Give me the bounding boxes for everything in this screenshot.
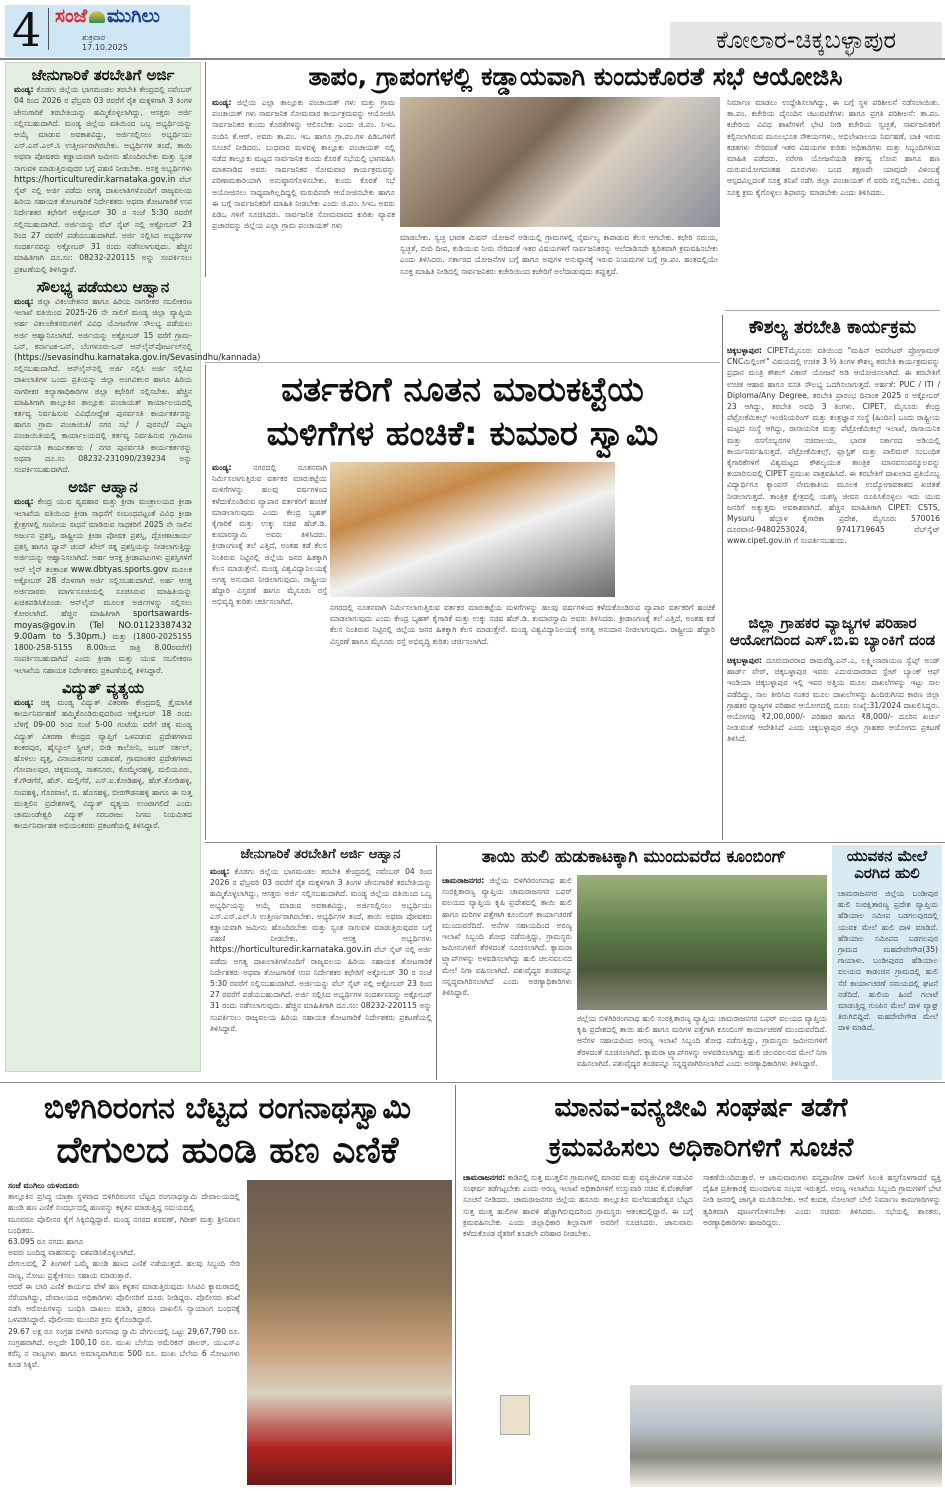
sports-email-link[interactable]: sportsawards-moyas@gov.in (Tel NO.01123387432 9.00am to 5.30pm.)	[14, 608, 192, 641]
dateline: ಮಂಡ್ಯ:	[14, 296, 34, 306]
dateline: ಮಂಡ್ಯ:	[212, 98, 232, 107]
cipet-body	[727, 345, 940, 615]
conflict-column-2	[703, 1172, 941, 1382]
consumer-headline	[725, 615, 940, 650]
section-rule	[0, 1082, 945, 1083]
beekeeping-body	[210, 866, 432, 1076]
headline-line: ಮಾನವ-ವನ್ಯಜೀವಿ ಸಂಘರ್ಷ ತಡೆಗೆ	[554, 1093, 848, 1123]
section-rule	[205, 842, 945, 843]
horticulture-link[interactable]: https://horticulturedir.karnataka.gov.in	[210, 944, 372, 955]
brief-text: ಸಲ್ಲಿಸಬಹುದಾಗಿದೆ. ಆನ್‌ಲೈನ್‌ನಲ್ಲಿ ಅರ್ಜಿ ಸಲ್ಲಿಸಿ ಅರ್ಜಿ ಸಲ್ಲಿಸಿದ ದಾಖಲಾತಿಗಳ ಒಂದು ಪ್ರತಿಯನ್ನು ಜಿಲ್ಲಾ ಅಂಗವಿಕಲರ ಹಾಗೂ ಹಿರಿಯ ನಾಗರೀಕರ ಕಲ್ಯಾಣಾಧಿಕಾರಿಗಳ ಜಿಲ್ಲಾ ಕಛೇರಿಗೆ ಸಲ್ಲಿಸಬೇಕು. ಹೆಚ್ಚಿನ ಮಾಹಿತಿಗಾಗಿ ತಾಲ್ಲೂಕಿನ ತಾಲ್ಲೂಕು ಪಂಚಾಯತ್ ಕಾರ್ಯಾಲಯದಲ್ಲಿ ಕರ್ತವ್ಯ ನಿರ್ವಹಿಸುವ ವಿವಿಧೋದ್ದೇಶ ಪುನರ್ವಸತಿ ಕಾರ್ಯಕರ್ತರನ್ನು ಹಾಗೂ ಗ್ರಾಮ ಪಂಚಾಯಿತಿ/ ನಗರ ಸಭೆ / ಪುರಸಭೆ/ ಪಟ್ಟಣ ಪಂಚಾಯಿತಿಯಲ್ಲಿ ಕಾರ್ಯಾಲಯದಲ್ಲಿ ಕರ್ತವ್ಯ ನಿರ್ವಹಿಸುವ ಗ್ರಾಮೀಣ ಪುನರ್ವಸತಿ ಕಾರ್ಯಕರ್ತರು / ನಗರ ಪುನರ್ವಸತಿ ಕಾರ್ಯಕರ್ತರನ್ನು ಅಥವಾ ದೂ.ಸಂ 08232-231090/239234 ಅನ್ನು ಸಂಪರ್ಕಿಸಬಹುದಾಗಿದೆ.	[14, 364, 192, 474]
temple-paragraph: ಆದರೆ ಈ ಬಾರಿ ಎಣಿಕೆ ಕಾರ್ಯದ ವೇಳೆ ಹಣ ಕಳ್ಳತನ ಮಾಡುತ್ತಿರುವುದು ಸಿಸಿಟಿವಿ ಕ್ಯಾಮರಾದಲ್ಲಿ ಸೆರೆಯಾಗಿದ್ದು, ದೇವಾಲಯದ ಅಧಿಕಾರಿಗಳು ಪೊಲೀಸರಿಗೆ ದೂರು ನೀಡಿದ್ದರು. ಪೊಲೀಸರು ತನಿಖೆ ನಡೆಸಿ ಆರೋಪಿಗಳನ್ನು ಬಂಧಿಸಿ ದಾಖಲು ಮಾಡಿ, ಪ್ರಕರಣ ದಾಖಲಿಸಿ ನ್ಯಾಯಾಂಗ ಬಂಧನಕ್ಕೆ ಒಳಪಡಿಸಿದ್ದಾರೆ. ಪೊಲೀಸರು ಮುಂದಿನ ಕ್ರಮ ಕೈಗೊಂಡಿದ್ದಾರೆ.	[8, 1281, 240, 1325]
newspaper-logo	[55, 5, 160, 27]
temple-headline	[5, 1088, 450, 1172]
horticulture-link[interactable]: https://horticulturedir.karnataka.gov.in	[14, 173, 176, 184]
dateline: ಚಾಮರಾಜನಗರ:	[463, 1173, 506, 1182]
brief-text: ಮೂಲಕ ಅಕ್ಟೋಬರ್ 28 ರೊಳಗಾಗಿ ಅರ್ಜಿ ಸಲ್ಲಿಸಬಹುದಾಗಿದೆ. ಅರ್ಹ ಆಸಕ್ತ ಅರ್ಜಿದಾರರು ಮಾರ್ಗಸೂಚಿಯಲ್ಲಿ ಸೂಚಿಸಿರುವ ಮಾಹಿತಿಯನ್ನು ಖಚಿತಪಡಿಸಿಕೊಂಡು ಆನ್‌ಲೈನ್ ಮೂಲಕ ಅರ್ಜಿಗಳನ್ನು ಸಲ್ಲಿಸಲು ಕೋರಲಾಗಿದೆ. ಹೆಚ್ಚಿನ ಮಾಹಿತಿಗಾಗಿ	[14, 564, 192, 619]
brief-text: ವೆಬ್ ಸೈಟ್ ನಲ್ಲಿ ಅರ್ಜಿ ಪಡೆದು ಅಗತ್ಯ ದಾಖಲಾತಿಗಳೊಂದಿಗೆ ರಾಜ್ಯವಲಯ ಹಿರಿಯ ಸಹಾಯಕ ತೋಟಗಾರಿಕೆ ನಿರ್ದೇಶಕರು ಅಥವಾ ತೋಟಗಾರಿಕೆ ಉಪ ನಿರ್ದೇಶಕರ ಕಛೇರಿಗೆ ಅಕ್ಟೋಬರ್ 30 ರ ಸಂಜೆ 5:30 ರವರೆಗೆ ಸಲ್ಲಿಸಬಹುದಾಗಿದೆ. ಅರ್ಜಿಯನ್ನು ವೆಬ್ ಸೈಟ್ ನಲ್ಲಿ ಅಕ್ಟೋಬರ್ 23 ರಿಂದ 27 ರವರೆಗೆ ಪಡೆಯಬಹುದಾಗಿದೆ. ಅರ್ಜಿ ಸಲ್ಲಿಸಿದ ಅಭ್ಯರ್ಥಿಗಳ ಸಂದರ್ಶನವನ್ನು ಅಕ್ಟೋಬರ್ 31 ರಂದು ನಡೆಸಲಾಗುವುದು. ಹೆಚ್ಚಿನ ಮಾಹಿತಿಗಾಗಿ ದೂ.ಸಂ: 08232-220115 ಅನ್ನು ಸಂಪರ್ಕಿಸಲು ಪ್ರಕಟಣೆಯಲ್ಲಿ ತಿಳಿಸಿದ್ದಾರೆ.	[14, 174, 192, 274]
conflict-text: ಸಾಕಣೆಯಿಂದಿರುತ್ತಾರೆ. ಆ ಜಾನುವಾರುಗಳು ವನ್ಯಪ್ರಾಣಿಗಳ ದಾಳಿಗೆ ಸಿಲುಕಿ ಹಸ್ತಗೊಳಗಾದರೆ ವ್ಯಕ್ತಿ ದೈಹಿಕ ಪ್ರತೀಕಾರಕ್ಕೆ ಮುಂದಾಗುವ ಸಂಭವ ಇರುತ್ತದೆ. ಅರಣ್ಯ ಇಲಾಖೆಯ ಸಿಬ್ಬಂದಿ ಗ್ರಾಮಗಳಿಗೆ ಭೇಟಿ ನೀಡಿ ಜನರಲ್ಲಿ ಜಾಗೃತಿ ಮೂಡಿಸಬೇಕು. ಆನೆ ಕಂದಕ, ಸೋಲಾರ್ ಬೇಲಿ ನಿರ್ಮಾಣ ಕಾಮಗಾರಿಗಳನ್ನು ತ್ವರಿತವಾಗಿ ಪೂರ್ಣಗೊಳಿಸಬೇಕು ಎಂದು ಸಚಿವರು ತಿಳಿಸಿದರು. ಸಭೆಯಲ್ಲಿ ಶಾಸಕರು, ಅರಣ್ಯಾಧಿಕಾರಿಗಳು ಹಾಜರಿದ್ದರು.	[703, 1173, 941, 1227]
dateline: ಚಿಕ್ಕಬಳ್ಳಾಪುರ:	[727, 656, 762, 665]
cipet-headline: ಕೌಶಲ್ಯ ತರಬೇತಿ ಕಾರ್ಯಕ್ರಮ	[748, 317, 917, 338]
tiger-text: ಜಿಲ್ಲೆಯ ಬಿಳಿಗಿರಿರಂಗನಾಥ ಹುಲಿ ಸಂರಕ್ಷಿತಾರಣ್ಯ ವ್ಯಾಪ್ತಿಯ ಚಾಮರಾಜನಗರ ಬಫರ್ ವಲಯದ ವ್ಯಾಪ್ತಿಯ ಕೃಷಿ ಪ್ರದೇಶದಲ್ಲಿ ತಾಯಿ ಹುಲಿ ಹಾಗೂ ಮರಿಗಳ ಪತ್ತೆಗಾಗಿ ಕೂಂಬಿಂಗ್ ಕಾರ್ಯಾಚರಣೆ ಮುಂದುವರೆದಿದೆ. ಆನೆಗಳ ಸಹಾಯದಿಂದ ಅರಣ್ಯ ಇಲಾಖೆ ಸಿಬ್ಬಂದಿ ಶೋಧ ನಡೆಸುತ್ತಿದ್ದು, ಗ್ರಾಮಸ್ಥರು ಜಮೀನುಗಳಿಗೆ ತೆರಳದಂತೆ ಸೂಚಿಸಲಾಗಿದೆ. ಕ್ಯಾಮರಾ ಟ್ರ್ಯಾಪ್‌ಗಳನ್ನು ಅಳವಡಿಸಲಾಗಿದ್ದು ಹುಲಿ ಚಲನವಲನದ ಮೇಲೆ ನಿಗಾ ವಹಿಸಲಾಗಿದೆ. ಪಶುವೈದ್ಯರ ತಂಡವನ್ನೂ ಸನ್ನದ್ಧವಾಗಿರಿಸಲಾಗಿದೆ ಎಂದು ಅರಣ್ಯಾಧಿಕಾರಿಗಳು ತಿಳಿಸಿದ್ದಾರೆ.	[577, 1014, 827, 1068]
issue-date: 17.10.2025	[82, 43, 128, 52]
tiger-body	[442, 875, 572, 1075]
conflict-text: ಕಾಡಿನಲ್ಲಿ ಸುತ್ತ ಮುತ್ತಲಿನ ಗ್ರಾಮಗಳಲ್ಲಿ ಮಾನವ ಮತ್ತು ವನ್ಯಜೀವಿಗಳ ನಡುವಿನ ಸಂಘರ್ಷ ತಡೆಗಟ್ಟಬೇಕು ಎಂದು ಅರಣ್ಯ ಇಲಾಖೆ ಅಧಿಕಾರಿಗಳಿಗೆ ಉಸ್ತುವಾರಿ ಸಚಿವ ಕೆ.ವೆಂಕಟೇಶ್ ಸೂಚನೆ ನೀಡಿದರು. ಚಾಮರಾಜನಗರ ಜಿಲ್ಲೆಯ ಹನೂರು ತಾಲ್ಲೂಕಿನ ಮಲೆಮಹದೇಶ್ವರ ಬೆಟ್ಟದ ಸುತ್ತ ಮುತ್ತ ಹುಲಿಗಳ ಹಾವಳಿ ಹೆಚ್ಚಾಗಿರುವುದರಿಂದ ಗ್ರಾಮಸ್ಥರು ಆತಂಕದಲ್ಲಿದ್ದಾರೆ. ಈ ಬಗ್ಗೆ ಕ್ರಮವಹಿಸಬೇಕು ಎಂದು ಜಿಲ್ಲಾಧಿಕಾರಿ ಶಿಲ್ಪಾನಾಗ್ ಅವರಿಗೆ ಸೂಚಿಸಿದರು. ಜಾನುವಾರು ಕಳೆದುಕೊಂಡ ರೈತರಿಗೆ ಕೂಡಲೇ ಪರಿಹಾರ ನೀಡಬೇಕು.	[463, 1173, 693, 1239]
dateline: ಮಂಡ್ಯ:	[14, 497, 34, 507]
masthead-divider	[48, 8, 49, 50]
hundi-counting-photo	[247, 1180, 452, 1485]
column-rule	[455, 1085, 456, 1485]
lead-text: ಮಾಡಬೇಕು. ಸ್ವಚ್ಛ ಭಾರತ ಮಿಷನ್ ಯೋಜನೆ ಅಡಿಯಲ್ಲಿ ಗ್ರಾಮಗಳಲ್ಲಿ ನೈರ್ಮಲ್ಯ ಕಾಪಾಡುವ ಕೆಲಸ ಆಗಬೇಕು. ಕಛೇರಿ ಸಮಯ, ಸ್ವಚ್ಛತೆ, ಬೀದಿ ದೀಪ, ಕುಡಿಯುವ ನೀರು ಸೇರಿದಂತೆ ಇತರ ವಿಷಯಗಳಿಗೆ ಸಾರ್ವಜನಿಕರನ್ನು ಅಲೆದಾಡಿಸದೇ ತ್ವರಿತವಾಗಿ ಕ್ರಮವಹಿಸಬೇಕು ಎಂದು ತಿಳಿಸಿದರು. ಸರ್ಕಾರದ ಯೋಜನೆಗಳ ಬಗ್ಗೆ ಹಾಗೂ ಅವುಗಳ ಅನುಷ್ಠಾನಕ್ಕೆ ಇರುವ ನಿಯಮಗಳ ಬಗ್ಗೆ ಗ್ರಾ.ಪಂ. ಹಂತದಲ್ಲಿಯೇ ಸೂಕ್ತ ಮಾಹಿತಿ ನೀಡಿದಲ್ಲಿ ಸಾರ್ವಜನಿಕರು ಕಚೇರಿಯಿಂದ ಕಚೇರಿಗೆ ಅಲೆದಾಡುವುದು ತಪ್ಪುತ್ತದೆ.	[400, 233, 718, 276]
tiger-body-cont	[577, 1013, 827, 1078]
brief-text: ಕೇಂದ್ರ ಯುವ ವ್ಯವಹಾರ ಮತ್ತು ಕ್ರೀಡಾ ಮಂತ್ರಾಲಯದ ಕ್ರೀಡಾ ಇಲಾಖೆಯ ವತಿಯಿಂದ ಕ್ರೀಡಾ ಸಾಧನೆಗೆ ಸಂಬಂಧಪಟ್ಟಂತೆ ವಿವಿಧ ಕ್ರೀಡಾ ಕ್ಷೇತ್ರಗಳಲ್ಲಿ ಗಣನೀಯ ಸಾಧನೆ ಮಾಡಿರುವ ಸಾಧಕರಿಗೆ 2025 ನೇ ಸಾಲಿನ ಅರ್ಜುನ ಪ್ರಶಸ್ತಿ, ರಾಷ್ಟ್ರೀಯ ಕ್ರೀಡಾ ಪೋಷಕ ಪ್ರಶಸ್ತಿ, ದ್ರೋಣಾಚಾರ್ಯ ಪ್ರಶಸ್ತಿ ಹಾಗೂ ಧ್ಯಾನ್ ಚಂದ್ ಖೇಲ್ ರತ್ನ ಪ್ರಶಸ್ತಿಯನ್ನು ನೀಡಲಾಗುತ್ತಿದ್ದು ಅರ್ಜಿಯನ್ನು ಆಹ್ವಾನಿಸಲಾಗಿದೆ. ಅರ್ಹ ಆಸಕ್ತ ಕ್ರೀಡಾಪಟುಗಳು ಪ್ರಶಸ್ತಿಗಳಿಗೆ ಆನ್ ಲೈನ್ ತಂತ್ರಾಂಶ	[14, 497, 192, 574]
temple-paragraph: ಅವರು ಬಂದಿದ್ದ ವಾಹನವನ್ನು ವಶಪಡಿಸಿಕೊಳ್ಳಲಾಗಿದೆ.	[8, 1248, 136, 1258]
column-rule	[205, 365, 206, 840]
review-meeting-photo	[630, 1385, 942, 1487]
market-column-2	[330, 602, 715, 832]
sevasindhu-link[interactable]: (https://sevasindhu.karnataka.gov.in/Sevasindhu/kannada)	[14, 351, 261, 362]
brief-headline: ಸೌಲಭ್ಯ ಪಡೆಯಲು ಆಹ್ವಾನ	[36, 277, 170, 296]
byline: ಸಂಜೆ ಮುಗಿಲು ಯಳಂದೂರು	[8, 1181, 80, 1190]
conflict-headline	[460, 1088, 942, 1168]
brief-text: ಚಿಕ್ಕ ಮಂಡ್ಯ ವಿದ್ಯುತ್ ವಿತರಣಾ ಕೇಂದ್ರದಲ್ಲಿ ತ್ರೈಮಾಸಿಕ ಕಾರ್ಯನಿರ್ವಹಣೆ ಹಮ್ಮಿಕೊಂಡಿರುವುದರಿಂದ ಅಕ್ಟೋಬರ್ 18 ರಂದು ಬೆಳಿಗ್ಗೆ 09-00 ರಿಂದ ಸಂಜೆ 5-00 ಗಂಟೆಯ ವರೆಗೆ ಚಿಕ್ಕ ಮಂಡ್ಯ ವಿದ್ಯುತ್ ವಿತರಣಾ ಕೇಂದ್ರದ ವ್ಯಾಪ್ತಿಗೆ ಒಳಪಡುವ ಪ್ರದೇಶಗಳಾದ ಶಂಕರಪುರ, ಹೈಸ್ಕೂಲ್ ಸ್ಟ್ರೀಟ್, ಬೀಡಿ ಕಾಲೋನಿ, ಜಬರ್ ಸರ್ಕಲ್, ಹೊಳಲು ವೃತ್ತ, ವಿನಾಯಕನಗರ ಬಡಾವಣೆ, ಗ್ರಾಮಾಂತರ ಪ್ರದೇಶಗಳಾದ ಗೋಪಾಲಪುರ, ಚಿಕ್ಕಮಂಡ್ಯ, ಸಾತನೂರು, ಕೊಮ್ಮೇರಹಳ್ಳಿ, ಮಲಿಯೂರು, ಕೆ.ಗೌಡಗೆರೆ, ಹೆಚ್. ಮಲ್ಲಿಗೆರೆ, ಎಸ್.ಐ.ಕೋಡಿಹಳ್ಳಿ, ಹೆಚ್.ಕೋಡಿಹಳ್ಳಿ, ಸಂಪಹಳ್ಳಿ, ಗೊರವಾಲೆ, ಬಿ. ಹೊಸಹಳ್ಳಿ, ಬೀರಗೌಡನಹಳ್ಳಿ ಹಾಗೂ ಈ ಸುತ್ತ ಮುತ್ತಲಿನ ಪ್ರದೇಶಗಳಲ್ಲಿ ವಿದ್ಯುತ್ ವ್ಯತ್ಯಯ ಉಂಟಾಗಲಿದೆ ಎಂದು ಚಾಮುಂಡೇಶ್ವರಿ ವಿದ್ಯುತ್ ಸರಬರಾಜು ನಿಗಮ ನಿಯಮಿತದ ಕಾರ್ಯನಿರ್ವಾಹಕ ಅಭಿಯಂತರರು ಪ್ರಕಟಣೆಯಲ್ಲಿ ತಿಳಿಸಿದ್ದಾರೆ.	[14, 697, 192, 831]
header-rule	[0, 58, 945, 60]
headline-line: ದೇಗುಲದ ಹುಂಡಿ ಹಣ ಎಣಿಕೆ	[56, 1130, 399, 1171]
market-inauguration-photo	[330, 462, 615, 597]
brief-disability-scheme	[6, 275, 261, 476]
beekeeping-text: ಕೊಡಗು ಜಿಲ್ಲೆಯ ಭಾಗಮಂಡಲ ತರಬೇತಿ ಕೇಂದ್ರದಲ್ಲಿ ನವೆಂಬರ್ 04 ರಿಂದ 2026 ರ ಫೆಬ್ರವರಿ 03 ರವರೆಗೆ ರೈತ ಮಕ್ಕಳಿಗಾಗಿ 3 ತಿಂಗಳ ಜೇನುಗಾರಿಕೆ ತರಬೇತಿಯನ್ನು ಹಮ್ಮಿಕೊಳ್ಳಲಾಗಿದ್ದು, ಆಸಕ್ತರು ಅರ್ಜಿ ಸಲ್ಲಿಸಬಹುದಾಗಿದೆ. ಮಂಡ್ಯ ಜಿಲ್ಲೆಯ ವತಿಯಿಂದ ಒಬ್ಬ ಅಭ್ಯರ್ಥಿಯನ್ನು ಆಯ್ಕೆ ಮಾಡುವ ಅವಕಾಶವಿದ್ದು, ಅರ್ಜಿಸಲ್ಲಿಸಲು ಅಭ್ಯರ್ಥಿಯು ಎಸ್.ಎಸ್.ಎಲ್.ಸಿ ಉತ್ತೀರ್ಣರಾಗಿರಬೇಕು. ಅಭ್ಯರ್ಥಿಗಳ ತಂದೆ, ತಾಯಿ ಅಥವಾ ಪೋಷಕರು ಕಡ್ಡಾಯವಾಗಿ ಜಮೀನು ಹೊಂದಿರಬೇಕು ಮತ್ತು ಸ್ವಂತ ಸಾಗುವಳಿ ಮಾಡುತ್ತಿರುವುದರ ಬಗ್ಗೆ ಪಹಣಿ ನೀಡಬೇಕು. ಆಸಕ್ತ ಅಭ್ಯರ್ಥಿಗಳು	[210, 867, 432, 944]
consumer-text: ದೂರುದಾರರಾದ ರಾಮರೆಡ್ಡಿ.ಎನ್.ಎ, ಲಕ್ಷ್ಮೀನಾರಾಯಣ ಸ್ವೆಟ್ಸ್ ಅಂಡ್ ಹಾರ್ಡ್ ವೇರ್, ಚಿಕ್ಕಬಳ್ಳಾಪುರ ಇವರು ಎದುರುದಾರರಾದ ಸ್ಟೇಟ್ ಬ್ಯಾಂಕ್ ಆಫ್ ಇಂಡಿಯಾ ಚಿಕ್ಕಬಳ್ಳಾಪುರ ಇಲ್ಲಿ ಇವರ ಅತ್ತಿಯ ಮೂಲ ದಾಖಲೆಗಳನ್ನು ಇಟ್ಟು ಸಾಲ ಪಡೆದಿದ್ದು, ಸಾಲ ತೀರಿಸಿದ ನಂತರ ಮೂಲ ದಾಖಲೆಗಳನ್ನು ಹಿಂದಿರುಗಿಸದ ಕಾರಣ ಜಿಲ್ಲಾ ಗ್ರಾಹಕರ ವ್ಯಾಜ್ಯಗಳ ಪರಿಹಾರ ಆಯೋಗದಲ್ಲಿ ದೂರು ಸಂಖ್ಯೆ:31/2024 ದಾಖಲಿಸಿದ್ದರು. ಆಯೋಗವು ₹2,00,000/- ಪರಿಹಾರ ಹಾಗೂ ₹8,000/- ದೂರಿನ ಖರ್ಚು ನೀಡುವಂತೆ ಆದೇಶಿಸಿದೆ ಎಂದು ಚಿಕ್ಕಬಳ್ಳಾಪುರ ಜಿಲ್ಲಾ ಗ್ರಾಹಕರ ಆಯೋಗದ ಪ್ರಕಟಣೆ ತಿಳಿಸಿದೆ.	[727, 656, 940, 744]
market-text: ನಗರದಲ್ಲಿ ನೂತನವಾಗಿ ನಿರ್ಮಿಸಲಾಗುತ್ತಿರುವ ವರ್ತಕರ ಮಾರುಕಟ್ಟೆಯ ಮಳಿಗೆಗಳನ್ನು ಹಲವು ವರ್ಷಗಳಿಂದ ಕಳೆದುಕೊಂಡಿರುವ ವ್ಯಾಪಾರ ವರ್ತಕರಿಗೆ ಹಂಚಿಕೆ ಮಾಡಲಾಗುವುದು ಎಂದು ಕೇಂದ್ರ ಬೃಹತ್ ಕೈಗಾರಿಕೆ ಮತ್ತು ಉಕ್ಕು ಸಚಿವ ಹೆಚ್.ಡಿ. ಕುಮಾರಸ್ವಾಮಿ ಅವರು ತಿಳಿಸಿದರು. ಕ್ರೀಡಾಂಗಣಕ್ಕೆ ತಲೆ ಎತ್ತಿದೆ, ಅಂತಹ ಕಡೆ ಕೆಲಸ ನಿಂತಿರುವ ನಿಟ್ಟಿನಲ್ಲಿ ಜಿಲ್ಲೆಯ ಜನರ ಹಿತಕ್ಕಾಗಿ ಕೆಲಸ ಮಾಡುತ್ತೇನೆ. ಮಂಡ್ಯ ವಿಶ್ವವಿದ್ಯಾನಿಲಯಕ್ಕೆ ಅಗತ್ಯ ಅನುದಾನ ನೀಡಲಾಗುವುದು. ರಾಷ್ಟ್ರೀಯ ಹೆದ್ದಾರಿ ವಿಸ್ತರಣೆ ಹಾಗೂ ಮೈಸೂರು ರಸ್ತೆ ಅಭಿವೃದ್ಧಿ ಕುರಿತು ಚರ್ಚಿಸಲಾಗಿದೆ.	[212, 463, 327, 607]
column-rule	[722, 315, 723, 840]
lead-column-2	[400, 232, 718, 357]
market-headline	[210, 368, 715, 456]
lead-text: ನಿರ್ಮಾಣ ಮಾಡಲು ಉದ್ದೇಶಿಸಲಾಗಿದ್ದು, ಈ ಬಗ್ಗೆ ಸ್ಥಳ ಪರಿಶೀಲನೆ ನಡೆಸಲಾಯಿತು. ತಾ.ಪಂ. ಕಚೇರಿಯ ದೈನಂದಿನ ಚಟುವಟಿಕೆಗಳು ಹಾಗೂ ಪ್ರಗತಿ ಪರಿಶೀಲನೆ: ತಾ.ಪಂ. ಕಚೇರಿಯ ವಿವಿಧ ಶಾಖೆಗಳಿಗೆ ಭೇಟಿ ನೀಡಿ ಕಚೇರಿಯ ಸ್ವಚ್ಛತೆ, ಸಾರ್ವಜನಿಕರಿಗೆ ಕಲ್ಪಿಸಲಾಗಿರುವ ಮೂಲಭೂತ ಸೌಕರ್ಯಗಳು, ಅಭಿಲೇಖಾಲಯ ನಿರ್ವಹಣೆ, ಬಾಕಿ ಇರುವ ಕಡತಗಳು ಸೇರಿದಂತೆ ಇತರ ವಿಷಯಗಳ ಕುರಿತು ಅಧಿಕಾರಿಗಳು ಮತ್ತು ಸಿಬ್ಬಂದಿಗಳಿಂದ ಮಾಹಿತಿ ಪಡೆದರು. ನರೇಗಾ ಯೋಜನೆಯಡಿ ಕರ್ತವ್ಯ ಲೋಪ ಹಾಗೂ ಹಣ ದುರುಪಯೋಗದಂತಹ ದೂರುಗಳು ಬಂದ ತಕ್ಷಣವೇ ಯಾವುದೇ ವಿಳಂಬಕ್ಕೆ ಆಸ್ಪದವಿಲ್ಲದಂತೆ ಸೂಕ್ತ ತನಿಖೆ ನಡೆಸಿ ಜಿಲ್ಲಾ ಪಂಚಾಯತ್ ಗೆ ವರದಿ ಸಲ್ಲಿಸಬೇಕು. ವಿರುದ್ಧ ಸೂಕ್ತ ಕ್ರಮ ಕೈಗೊಳ್ಳಲು ಶಿಫಾರಸ್ಸು ಮಾಡಬೇಕು ಎಂದು ತಿಳಿಸಿದರು.	[727, 98, 940, 197]
sports-portal-link[interactable]: www.dbtyas.sports.gov	[70, 563, 169, 574]
dateline: ಮಂಡ್ಯ:	[14, 697, 34, 707]
tiger-attack-text: ಚಾಮರಾಜನಗರ ಜಿಲ್ಲೆಯ ಬಂಡೀಪುರ ಹುಲಿ ಸಂರಕ್ಷಿತಾರಣ್ಯ ಪ್ರದೇಶ ವ್ಯಾಪ್ತಿಯ ಹೆಡಿಯಾಲ ಸಮೀಪ ಬಡಗಲಪುರದಲ್ಲಿ ಯುವಕ ಮೇಲೆ ಹುಲಿ ದಾಳಿ ಮಾಡಿದೆ. ಹೆಡಿಯಾಲ ಸಮೀಪದ ಬಡಗಲಪುರ ಗ್ರಾಮದ ಮಹದೇವೇಗೌಡ(35) ಗಾಯಾಳು. ಬಂಡೀಪುರದ ಹೆಡಿಯಾಲ ವಲಯದ ಕಾಡಂಚಿನ ಗ್ರಾಮದಲ್ಲಿ ಹುಲಿ ಸೆರೆ ಕಾರ್ಯಾಚರಣೆ ಸಮಯದಲ್ಲಿ ಘಟನೆ ನಡೆದಿದೆ. ಹುಲಿಯ ಹಿಂದೆ ಗಲಾಟೆ ಮಾಡುತ್ತಿದ್ದ ಗುಂಪಿನ ಮೇಲೆ ದಾಳಿ ವ್ಯಾಘ್ರ ತಿರುಗಿಬಿದ್ದಿದೆ. ಮಹದೇವೇಗೌಡ ಮೇಲೆ ದಾಳಿ ಮಾಡಿದೆ.	[838, 889, 938, 1033]
tiger-headline: ತಾಯಿ ಹುಲಿ ಹುಡುಕಾಟಕ್ಕಾಗಿ ಮುಂದುವರೆದ ಕೂಂಬಿಂಗ್	[481, 847, 787, 867]
lead-column-3	[727, 97, 940, 307]
headline-line: ಕ್ರಮವಹಿಸಲು ಅಧಿಕಾರಿಗಳಿಗೆ ಸೂಚನೆ	[548, 1133, 854, 1163]
meeting-photo	[400, 97, 720, 227]
tiger-attack-headline: ಯುವಕನ ಮೇಲೆ ಎರಗಿದ ಹುಲಿ	[846, 847, 928, 883]
logo-text-sanje: ಸಂಜೆ	[55, 5, 88, 27]
beekeeping-text: ವೆಬ್ ಸೈಟ್ ನಲ್ಲಿ ಅರ್ಜಿ ಪಡೆದು ಅಗತ್ಯ ದಾಖಲಾತಿಗಳೊಂದಿಗೆ ರಾಜ್ಯವಲಯ ಹಿರಿಯ ಸಹಾಯಕ ತೋಟಗಾರಿಕೆ ನಿರ್ದೇಶಕರು ಅಥವಾ ತೋಟಗಾರಿಕೆ ಉಪ ನಿರ್ದೇಶಕರ ಕಛೇರಿಗೆ ಅಕ್ಟೋಬರ್ 30 ರ ಸಂಜೆ 5:30 ರವರೆಗೆ ಸಲ್ಲಿಸಬಹುದಾಗಿದೆ. ಅರ್ಜಿಯನ್ನು ವೆಬ್ ಸೈಟ್ ನಲ್ಲಿ ಅಕ್ಟೋಬರ್ 23 ರಿಂದ 27 ರವರೆಗೆ ಪಡೆಯಬಹುದಾಗಿದೆ. ಅರ್ಜಿ ಸಲ್ಲಿಸಿದ ಅಭ್ಯರ್ಥಿಗಳ ಸಂದರ್ಶನವನ್ನು ಅಕ್ಟೋಬರ್ 31 ರಂದು ನಡೆಸಲಾಗುವುದು. ಹೆಚ್ಚಿನ ಮಾಹಿತಿಗಾಗಿ ದೂ.ಸಂ: 08232-220115 ಅನ್ನು ಸಂಪರ್ಕಿಸಲು ರಾಜ್ಯವಲಯ ಹಿರಿಯ ಸಹಾಯಕ ತೋಟಗಾರಿಕೆ ನಿರ್ದೇಶಕರು ಪ್ರಕಟಣೆಯಲ್ಲಿ ತಿಳಿಸಿದ್ದಾರೆ.	[210, 945, 432, 1033]
briefs-sidebar	[5, 62, 261, 1072]
section-rule	[725, 310, 940, 311]
market-text: ನಗರದಲ್ಲಿ ನೂತನವಾಗಿ ನಿರ್ಮಿಸಲಾಗುತ್ತಿರುವ ವರ್ತಕರ ಮಾರುಕಟ್ಟೆಯ ಮಳಿಗೆಗಳನ್ನು ಹಲವು ವರ್ಷಗಳಿಂದ ಕಳೆದುಕೊಂಡಿರುವ ವ್ಯಾಪಾರ ವರ್ತಕರಿಗೆ ಹಂಚಿಕೆ ಮಾಡಲಾಗುವುದು ಎಂದು ಕೇಂದ್ರ ಬೃಹತ್ ಕೈಗಾರಿಕೆ ಮತ್ತು ಉಕ್ಕು ಸಚಿವ ಹೆಚ್.ಡಿ. ಕುಮಾರಸ್ವಾಮಿ ಅವರು ತಿಳಿಸಿದರು. ಕ್ರೀಡಾಂಗಣಕ್ಕೆ ತಲೆ ಎತ್ತಿದೆ, ಅಂತಹ ಕಡೆ ಕೆಲಸ ನಿಂತಿರುವ ನಿಟ್ಟಿನಲ್ಲಿ ಜಿಲ್ಲೆಯ ಜನರ ಹಿತಕ್ಕಾಗಿ ಕೆಲಸ ಮಾಡುತ್ತೇನೆ. ಮಂಡ್ಯ ವಿಶ್ವವಿದ್ಯಾನಿಲಯಕ್ಕೆ ಅಗತ್ಯ ಅನುದಾನ ನೀಡಲಾಗುವುದು. ರಾಷ್ಟ್ರೀಯ ಹೆದ್ದಾರಿ ವಿಸ್ತರಣೆ ಹಾಗೂ ಮೈಸೂರು ರಸ್ತೆ ಅಭಿವೃದ್ಧಿ ಕುರಿತು ಚರ್ಚಿಸಲಾಗಿದೆ.	[330, 603, 715, 646]
headline-line: ಬಿಳಿಗಿರಿರಂಗನ ಬೆಟ್ಟದ ರಂಗನಾಥಸ್ವಾಮಿ	[43, 1091, 412, 1126]
brief-headline: ಅರ್ಜಿ ಆಹ್ವಾನ	[68, 478, 138, 497]
karnataka-emblem-icon	[500, 1395, 530, 1435]
section-rule	[205, 362, 720, 363]
brief-power-outage	[6, 676, 200, 832]
tiger-attack-body	[838, 888, 938, 1078]
headline-line: ಆಯೋಗದಿಂದ ಎಸ್.ಬಿ.ಐ ಬ್ಯಾಂಕಿಗೆ ದಂಡ	[729, 631, 936, 650]
cipet-text: CIPETಮೈಸೂರು ವತಿಯಿಂದ "ಮಷಿನ್ ಆಪರೇಟರ್ ಪ್ರೋಗ್ರಾಮರ್ CNCಮಿಲ್ಲಿಂಗ್" ವಿಷಯದಲ್ಲಿ ಉಚಿತ 3 ½ ತಿಂಗಳ ಕೌಶಲ್ಯ ತರಬೇತಿ ಕಾರ್ಯಕ್ರಮವನ್ನು ಪ್ರಧಾನ ಮಂತ್ರಿ ಕೌಶಲ್ ವಿಕಾಸ್ ಯೋಜನೆ ಅಡಿ ಆಯೋಜಿಸಲಾಗಿದೆ. ಈ ತರಬೇತಿಗೆ ಉಚಿತ ಆಹಾರ ಹಾಗೂ ವಸತಿ ಸೌಲಭ್ಯ ಒದಗಿಸಲಾಗುತ್ತದೆ. ಅರ್ಹತೆ: PUC / ITI / Diploma/Any Degree, ತರಬೇತಿ ಪ್ರಾರಂಭ ದಿನಾಂಕ 2025 ರ ಅಕ್ಟೋಬರ್ 23 ಆಗಿದ್ದು, ತರಬೇತಿ ಅವಧಿ 3 ತಿಂಗಳು. CIPET, ಮೈಸೂರು ಕೇಂದ್ರ ಪೆಟ್ರೋಕೆಮಿಕಲ್ಸ್ ಇಂಜಿನಿಯರಿಂಗ್ ಮತ್ತು ತಂತ್ರಜ್ಞಾನ ಸಂಸ್ಥೆ (ಹಿಂದಿನ) ಒಂದು ರಾಷ್ಟ್ರೀಯ ಮಟ್ಟದ ಸಂಸ್ಥೆ ಆಗಿದ್ದು, ರಾಸಾಯನಿಕ ಮತ್ತು ಪೆಟ್ರೋಕೆಮಿಕಲ್ಸ್ ಇಲಾಖೆ, ರಾಸಾಯನಿಕ ಮತ್ತು ರಸಗೊಬ್ಬರಗಳ ಸಚಿವಾಲಯ, ಭಾರತ ಸರ್ಕಾರದ ಅಡಿಯಲ್ಲಿ ಕಾರ್ಯನಿರ್ವಹಿಸುತ್ತದೆ. ಪೆಟ್ರೋಕೆಮಿಕಲ್ಸ್, ಪ್ಲಾಸ್ಟಿಕ್ ಮತ್ತು ಪಾಲಿಮರ್ ಸಂಬಂಧಿತ ಕೈಗಾರಿಕೆಗಳಿಗೆ ವಿಶ್ವಮಟ್ಟದ ಕೌಶಲ್ಯಯುತ ತಾಂತ್ರಿಕ ಮಾನವಸಂಪನ್ಮೂಲವನ್ನು ತಯಾರಿಸುವಲ್ಲಿ CIPET ಪ್ರಮುಖ ಪಾತ್ರವಹಿಸಿದೆ. ಈ ತರಬೇತಿಗೆ ದಾಖಲಾದ ಪ್ರತಿಯೊಬ್ಬ ವಿದ್ಯಾರ್ಥಿಗೂ ಕ್ಯಾಂಪಸ್ ನೇಮಕಾತಿಯ ಮೂಲಕ ಉದ್ಯೋಗಾವಕಾಶದ ಖಚಿತತೆ ನೀಡಲಾಗುತ್ತದೆ. ತಾಂತ್ರಿಕ ಕ್ಷೇತ್ರದಲ್ಲಿ ಯಶಸ್ವಿ ಜೀವನ ರೂಪಿಸಿಕೊಳ್ಳಲು ಇದು ಯುವ ಜನರಿಗೆ ಅತ್ಯುತ್ತಮ ಅವಕಾಶವಾಗಿದೆ. ಹೆಚ್ಚಿನ ಮಾಹಿತಿಗಾಗಿ CIPET: CSTS, Mysuru ಹೆಬ್ಬಾಳ ಕೈಗಾರಿಕಾ ಪ್ರದೇಶ, ಮೈಸೂರು 570016 ದೂರವಾಣಿ-9480253024, 9741719645 ವೆಬ್‌ಸೈಟ್ www.cipet.gov.in ಗೆ ಸಂಪರ್ಕಿಸಬಹುದು.	[727, 346, 940, 546]
conflict-column-1	[463, 1172, 693, 1382]
brief-beekeeping	[6, 63, 200, 275]
temple-paragraph: 63.095 ರೂ ನಗದು ಹಾಗೂ	[8, 1237, 84, 1247]
temple-paragraph: ದೇಗುಲದಲ್ಲಿ 2 ತಿಂಗಳಿಗೆ ಒಮ್ಮೆ ಹುಂಡಿ ಹಣದ ಎಣಿಕೆ ನಡೆಯುತ್ತದೆ. ಹಲವು ಸಿಬ್ಬಂದಿ ಸೇರಿ ನಾಣ್ಯ, ನೋಟು ಪ್ರತ್ಯೇಕಿಸಲು ಸಹಾಯ ಮಾಡುತ್ತಾರೆ.	[8, 1259, 240, 1280]
page-number: 4	[12, 3, 42, 57]
brief-text: ಕೊಡಗು ಜಿಲ್ಲೆಯ ಭಾಗಮಂಡಲ ತರಬೇತಿ ಕೇಂದ್ರದಲ್ಲಿ ನವೆಂಬರ್ 04 ರಿಂದ 2026 ರ ಫೆಬ್ರವರಿ 03 ರವರೆಗೆ ರೈತ ಮಕ್ಕಳಿಗಾಗಿ 3 ತಿಂಗಳ ಜೇನುಗಾರಿಕೆ ತರಬೇತಿಯನ್ನು ಹಮ್ಮಿಕೊಳ್ಳಲಾಗಿದ್ದು, ಆಸಕ್ತರು ಅರ್ಜಿ ಸಲ್ಲಿಸಬಹುದಾಗಿದೆ. ಮಂಡ್ಯ ಜಿಲ್ಲೆಯ ವತಿಯಿಂದ ಒಬ್ಬ ಅಭ್ಯರ್ಥಿಯನ್ನು ಆಯ್ಕೆ ಮಾಡುವ ಅವಕಾಶವಿದ್ದು, ಅರ್ಜಿಸಲ್ಲಿಸಲು ಅಭ್ಯರ್ಥಿಯು ಎಸ್.ಎಸ್.ಎಲ್.ಸಿ ಉತ್ತೀರ್ಣರಾಗಿರಬೇಕು. ಅಭ್ಯರ್ಥಿಗಳ ತಂದೆ, ತಾಯಿ ಅಥವಾ ಪೋಷಕರು ಕಡ್ಡಾಯವಾಗಿ ಜಮೀನು ಹೊಂದಿರಬೇಕು ಮತ್ತು ಸ್ವಂತ ಸಾಗುವಳಿ ಮಾಡುತ್ತಿರುವುದರ ಬಗ್ಗೆ ಪಹಣಿ ನೀಡಬೇಕು. ಆಸಕ್ತ ಅಭ್ಯರ್ಥಿಗಳು	[14, 85, 192, 173]
tiger-text: ಜಿಲ್ಲೆಯ ಬಿಳಿಗಿರಿರಂಗನಾಥ ಹುಲಿ ಸಂರಕ್ಷಿತಾರಣ್ಯ ವ್ಯಾಪ್ತಿಯ ಚಾಮರಾಜನಗರ ಬಫರ್ ವಲಯದ ವ್ಯಾಪ್ತಿಯ ಕೃಷಿ ಪ್ರದೇಶದಲ್ಲಿ ತಾಯಿ ಹುಲಿ ಹಾಗೂ ಮರಿಗಳ ಪತ್ತೆಗಾಗಿ ಕೂಂಬಿಂಗ್ ಕಾರ್ಯಾಚರಣೆ ಮುಂದುವರೆದಿದೆ. ಆನೆಗಳ ಸಹಾಯದಿಂದ ಅರಣ್ಯ ಇಲಾಖೆ ಸಿಬ್ಬಂದಿ ಶೋಧ ನಡೆಸುತ್ತಿದ್ದು, ಗ್ರಾಮಸ್ಥರು ಜಮೀನುಗಳಿಗೆ ತೆರಳದಂತೆ ಸೂಚಿಸಲಾಗಿದೆ. ಕ್ಯಾಮರಾ ಟ್ರ್ಯಾಪ್‌ಗಳನ್ನು ಅಳವಡಿಸಲಾಗಿದ್ದು ಹುಲಿ ಚಲನವಲನದ ಮೇಲೆ ನಿಗಾ ವಹಿಸಲಾಗಿದೆ. ಪಶುವೈದ್ಯರ ತಂಡವನ್ನೂ ಸನ್ನದ್ಧವಾಗಿರಿಸಲಾಗಿದೆ ಎಂದು ಅರಣ್ಯಾಧಿಕಾರಿಗಳು ತಿಳಿಸಿದ್ದಾರೆ.	[442, 876, 572, 998]
beekeeping-headline: ಜೇನುಗಾರಿಕೆ ತರಬೇತಿಗೆ ಅರ್ಜಿ ಆಹ್ವಾನ	[240, 847, 401, 862]
brief-sports-awards	[6, 475, 200, 676]
lead-column-1	[212, 97, 395, 357]
section-title: ಕೋಲಾರ-ಚಿಕ್ಕಬಳ್ಳಾಪುರ	[670, 22, 942, 58]
consumer-body	[727, 655, 940, 835]
elephant-combing-photo	[577, 875, 827, 1010]
logo-text-mugilu: ಮುಗಿಲು	[107, 5, 160, 27]
dateline: ಮಂಡ್ಯ:	[212, 463, 232, 472]
brief-text: ಮತ್ತು (1800-2025155 1800-258-5155 8.00ರಿಂದ ರಾತ್ರಿ 8.00ರವರೆಗೆ) ಸಂಪರ್ಕಿಸಬಹುದಾಗಿದೆ ಎಂದು ಕ್ರೀಡಾ ಮತ್ತು ಯುವ ಸಬಲೀಕರಣ ಇಲಾಖೆಯ ಸಹಾಯಕ ನಿರ್ದೇಶಕರು ಪ್ರಕಟಣೆಯಲ್ಲಿ ತಿಳಿಸಿದ್ದಾರೆ.	[14, 631, 192, 675]
temple-body	[8, 1180, 240, 1485]
headline-line: ಮಳಿಗೆಗಳ ಹಂಚಿಕೆ: ಕುಮಾರ ಸ್ವಾಮಿ	[266, 414, 659, 454]
column-rule	[205, 62, 206, 277]
headline-line: ವರ್ತಕರಿಗೆ ನೂತನ ಮಾರುಕಟ್ಟೆಯ	[281, 370, 644, 410]
lead-text: ಜಿಲ್ಲೆಯ ಎಲ್ಲಾ ತಾಲ್ಲೂಕು ಪಂಚಾಯತ್ ಗಳು ಮತ್ತು ಗ್ರಾಮ ಪಂಚಾಯತ್ ಗಳು ಸಾರ್ವಜನಿಕ ಸೋಮವಾರ ಕಾರ್ಯಕ್ರಮವನ್ನು ಆಯೋಜಿಸಿ ಸಾರ್ವಜನಿಕರ ಕುಂದು ಕೊರತೆಗಳನ್ನು ಆಲಿಸಬೇಕು ಎಂದು ಜಿ.ಪಂ. ಸಿಇಒ ನಂದಿನಿ ಕೆ.ಆರ್. ಅವರು ತಾ.ಪಂ. ಇಒ ಹಾಗೂ ಗ್ರಾ.ಪಂ.ಗಳ ಪಿಡಿಒಗಳಿಗೆ ಸೂಚನೆ ನೀಡಿದರು. ಬುಧವಾರ ಮಳವಳ್ಳಿ ತಾಲ್ಲೂಕು ಪಂಚಾಯತ್ ನಲ್ಲಿ ನಡೆದ ತಾಲ್ಲೂಕು ಮಟ್ಟದ ಸಾರ್ವಜನಿಕ ಕುಂದು ಕೊರತೆ ಸಭೆಯಲ್ಲಿ ಭಾಗವಹಿಸಿ ಮಾತನಾಡಿದ ಅವರು ಸಾರ್ವಜನಿಕರ ಸೋಮವಾರ ಕಾರ್ಯಕ್ರಮವನ್ನು ಪರಿಣಾಮಕಾರಿಯಾಗಿ ಅನುಷ್ಠಾನಗೊಳಿಸಬೇಕು. ಕುಂದು ಕೊರತೆ ಸಭೆ ಆಯೋಜಿಸಲು ಸಾಧ್ಯವಾಗಿಲ್ಲದಿದ್ದಲ್ಲಿ ಮರುದಿನವೇ ಆಯೋಜಿಸಬೇಕು ಹಾಗೂ ಈ ಬಗ್ಗೆ ಸಾರ್ವಜನಿಕರಿಗೆ ಮಾಹಿತಿ ನೀಡಬೇಕು ಎಂದು ಜಿ.ಪಂ. ಸಿಇಒ ಅವರು ಪಿಡಿಒ ಗಳಿಗೆ ಸೂಚಿಸಿದರು. ಸಾರ್ವಜನಿಕ ಸೋಮವಾರದ ಕುರಿತು ವ್ಯಾಪಕ ಪ್ರಚಾರವನ್ನು ಜಿಲ್ಲೆಯ ಎಲ್ಲಾ ಗ್ರಾಮ ಪಂಚಾಯತ್ ಗಳು	[212, 98, 395, 231]
dateline: ಚಾಮರಾಜನಗರ:	[442, 876, 485, 885]
dateline: ಮಂಡ್ಯ:	[14, 85, 34, 95]
dateline: ಮಂಡ್ಯ:	[210, 867, 230, 876]
column-rule	[436, 845, 437, 1080]
brief-text: ಜಿಲ್ಲಾ ವಿಕಲಚೇತನರ ಹಾಗೂ ಹಿರಿಯ ನಾಗರೀಕರ ಸಬಲೀಕರಣ ಇಲಾಖೆ ವತಿಯಿಂದ 2025-26 ನೇ ಸಾಲಿಗೆ ಮಂಡ್ಯ ಜಿಲ್ಲಾ ವ್ಯಾಪ್ತಿಯ ಅರ್ಹ ವಿಕಲಚೇತನರುಗಳಿಗೆ ವಿವಿಧ ಯೋಜನೆಗಳ ಸೌಲಭ್ಯ ಪಡೆಯಲು ಅರ್ಜಿ ಆಹ್ವಾನಿಸಲಾಗಿದೆ. ಅರ್ಜಿಯನ್ನು ಅಕ್ಟೋಬರ್ 15 ವರೆಗೆ ಗ್ರಾಮ-ಒನ್, ಕರ್ನಾಟಕ-ಒನ್, ಬೆಂಗಳೂರು-ಒನ್ ಆನ್‌ಲೈನ್‌ಪೋರ್ಟಲ್‌ನಲ್ಲಿ	[14, 296, 192, 351]
lead-headline: ತಾಪಂ, ಗ್ರಾಪಂಗಳಲ್ಲಿ ಕಡ್ಡಾಯವಾಗಿ ಕುಂದುಕೊರತೆ ಸಭೆ ಆಯೋಜಿಸಿ	[308, 62, 843, 91]
headline-line: ಜಿಲ್ಲಾ ಗ್ರಾಹಕರ ವ್ಯಾಜ್ಯಗಳ ಪರಿಹಾರ	[748, 614, 917, 632]
temple-paragraph: ತಾಲ್ಲೂಕಿನ ಪ್ರಸಿದ್ಧ ಯಾತ್ರಾ ಸ್ಥಳವಾದ ಬಿಳಿಗಿರಿರಂಗನ ಬೆಟ್ಟದ ರಂಗನಾಥಸ್ವಾಮಿ ದೇವಾಲಯದಲ್ಲಿ ಹುಂಡಿ ಹಣ ಎಣಿಕೆ ಸಂದರ್ಭದಲ್ಲಿ ಹಣವನ್ನು ಕಳ್ಳತನ ಮಾಡುತ್ತಿದ್ದ ಸಮಯದಲ್ಲಿ	[8, 1192, 240, 1213]
brief-headline: ಜೇನುಗಾರಿಕೆ ತರಬೇತಿಗೆ ಅರ್ಜಿ	[31, 66, 175, 84]
temple-paragraph: 29.67 ಲಕ್ಷ ರೂ ಸಂಗ್ರಹ ಬಿಳಿಗಿರಿ ರಂಗನಾಥ ಸ್ವಾಮಿ ದೇಗುಲದಲ್ಲಿ ಒಟ್ಟು 29,67,790 ರೂ. ಸಂಗ್ರಹವಾಗಿದೆ. ಅಲ್ಲದೇ 100,10 ರೂ. ಮುಖ ಬೆಲೆಯ ಅಮೆರಿಕನ್ ಡಾಲರ್, ಯುಎಸ್‌ಎ ಕರೆನ್ಸಿ ನ ನಾಣ್ಯಗಳು ಹಾಗೂ ಅಮಾನ್ಯವಾಗಿರುವ 500 ರೂ. ಮುಖ ಬೆಲೆಯ 6 ನೋಟುಗಳು ಕೂಡ ಸಿಕ್ಕಿವೆ.	[8, 1326, 240, 1370]
dateline: ಚಿಕ್ಕಬಳ್ಳಾಪುರ:	[727, 346, 762, 355]
market-column-1	[212, 462, 327, 832]
weekday: ಶುಕ್ರವಾರ	[82, 33, 106, 42]
brief-headline: ವಿದ್ಯುತ್ ವ್ಯತ್ಯಯ	[61, 678, 145, 697]
temple-paragraph: ಮೂವರೂ ಪೊಲೀಸರ ಕೈಗೆ ಸಿಕ್ಕಿಬಿದ್ದಿದ್ದಾರೆ. ಮಂಡ್ಯ ನಗರದ ಶರವಣ್, ಗಿರೀಶ್ ಮತ್ತು ಶ್ರೀನಿವಾಸ ಬಂಧಿತರು.	[8, 1214, 240, 1235]
sun-palm-icon	[89, 11, 105, 23]
